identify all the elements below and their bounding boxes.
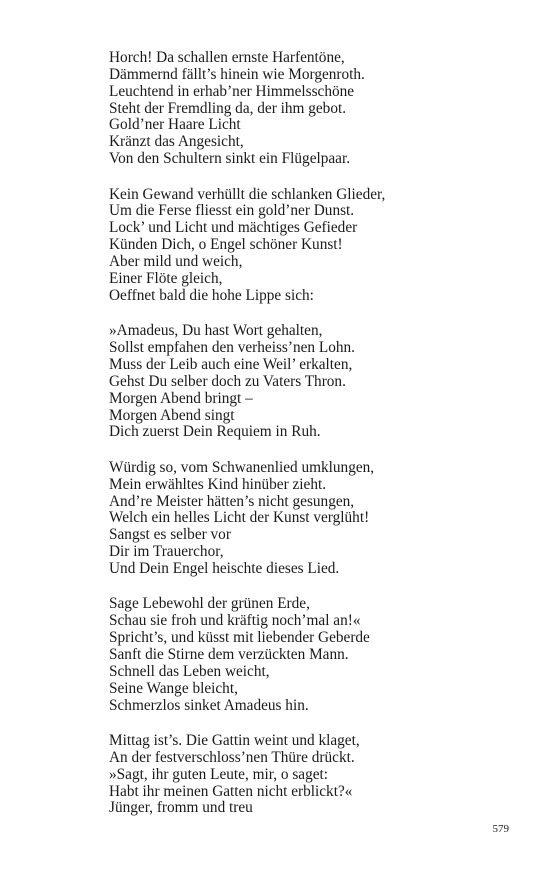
verse-line: Mein erwähltes Kind hinüber zieht. — [109, 475, 327, 493]
verse-line: An der festverschloss’nen Thüre drückt. — [109, 748, 355, 766]
stanza-4 — [109, 460, 509, 578]
verse-line: Sanft die Stirne dem verzückten Mann. — [109, 646, 349, 664]
verse-line: Morgen Abend bringt – — [109, 389, 253, 407]
verse-line: Lock’ und Licht und mächtiges Gefieder — [109, 219, 358, 237]
verse-line: Spricht’s, und küsst mit liebender Geberde — [109, 629, 370, 647]
verse-line: Seine Wange bleicht, — [109, 679, 238, 697]
verse-line: Um die Ferse fliesst ein gold’ner Dunst. — [109, 202, 355, 220]
verse-line: Schmerzlos sinket Amadeus hin. — [109, 696, 309, 714]
stanza-3 — [109, 323, 509, 441]
stanza-2 — [109, 187, 509, 305]
verse-line: »Sagt, ihr guten Leute, mir, o saget: — [109, 765, 329, 783]
verse-line: Gehst Du selber doch zu Vaters Thron. — [109, 372, 346, 390]
verse-line: Gold’ner Haare Licht — [109, 116, 241, 134]
verse-line: Mittag ist’s. Die Gattin weint und klaget, — [109, 732, 360, 750]
verse-line: Muss der Leib auch eine Weil’ erkalten, — [109, 355, 353, 373]
verse-line: Von den Schultern sinkt ein Flügelpaar. — [109, 150, 351, 168]
poem-text — [109, 50, 509, 836]
verse-line: Sollst empfahen den verheiss’nen Lohn. — [109, 339, 355, 357]
verse-line: Oeffnet bald die hohe Lippe sich: — [109, 286, 314, 304]
verse-line: Jünger, fromm und treu — [109, 799, 253, 817]
stanza-6 — [109, 733, 509, 817]
page-number: 579 — [492, 823, 509, 835]
verse-line: Aber mild und weich, — [109, 253, 243, 271]
verse-line: Sangst es selber vor — [109, 526, 231, 544]
stanza-5 — [109, 596, 509, 714]
verse-line: Leuchtend in erhab’ner Himmelsschöne — [109, 82, 355, 100]
verse-line: Dir im Trauerchor, — [109, 543, 224, 561]
verse-line: Kein Gewand verhüllt die schlanken Glieder, — [109, 185, 386, 203]
verse-line: Würdig so, vom Schwanenlied umklungen, — [109, 458, 375, 476]
verse-line: Horch! Da schallen ernste Harfentöne, — [109, 49, 345, 66]
verse-line: Morgen Abend singt — [109, 406, 235, 424]
verse-line: Steht der Fremdling da, der ihm gebot. — [109, 99, 347, 117]
verse-line: Habt ihr meinen Gatten nicht erblickt?« — [109, 782, 353, 800]
verse-line: Dämmernd fällt’s hinein wie Morgenroth. — [109, 65, 365, 83]
verse-line: Kränzt das Angesicht, — [109, 133, 244, 151]
verse-line: Schau sie froh und kräftig noch’mal an!« — [109, 612, 361, 630]
verse-line: »Amadeus, Du hast Wort gehalten, — [109, 322, 323, 340]
stanza-1 — [109, 50, 509, 168]
verse-line: Dich zuerst Dein Requiem in Ruh. — [109, 423, 321, 441]
verse-line: Schnell das Leben weicht, — [109, 662, 270, 680]
verse-line: Künden Dich, o Engel schöner Kunst! — [109, 236, 343, 254]
verse-line: Sage Lebewohl der grünen Erde, — [109, 595, 310, 613]
verse-line: And’re Meister hätten’s nicht gesungen, — [109, 492, 355, 510]
verse-line: Einer Flöte gleich, — [109, 269, 223, 287]
verse-line: Welch ein helles Licht der Kunst verglüht! — [109, 509, 370, 527]
verse-line: Und Dein Engel heischte dieses Lied. — [109, 559, 340, 577]
